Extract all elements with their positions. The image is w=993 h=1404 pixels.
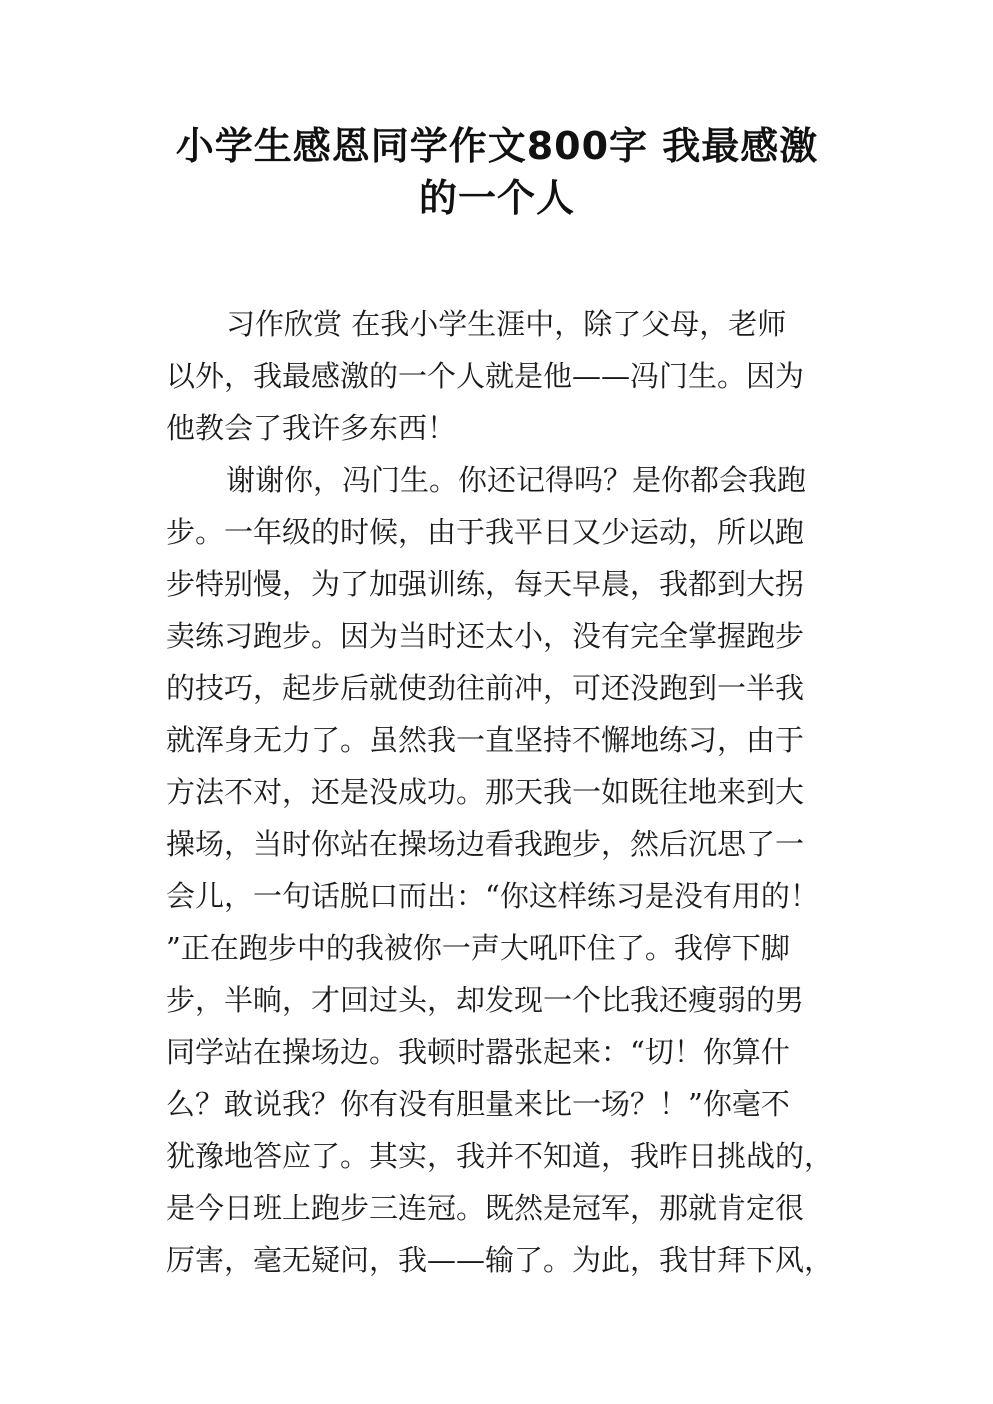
essay-line: 步。一年级的时候，由于我平日又少运动，所以跑 bbox=[166, 515, 805, 549]
essay-line: 是今日班上跑步三连冠。既然是冠军，那就肯定很 bbox=[166, 1191, 805, 1225]
essay-line: 会儿，一句话脱口而出：“你这样练习是没有用的！ bbox=[166, 879, 819, 913]
essay-line: 犹豫地答应了。其实，我并不知道，我昨日挑战的， bbox=[166, 1139, 834, 1173]
essay-line: 同学站在操场边。我顿时嚣张起来：“切！你算什 bbox=[166, 1035, 790, 1069]
essay-line: ”正在跑步中的我被你一声大吼吓住了。我停下脚 bbox=[166, 931, 790, 965]
essay-line: 操场，当时你站在操场边看我跑步，然后沉思了一 bbox=[166, 827, 805, 861]
essay-line: 方法不对，还是没成功。那天我一如既往地来到大 bbox=[166, 775, 805, 809]
essay-line: 就浑身无力了。虽然我一直坚持不懈地练习，由于 bbox=[166, 723, 805, 757]
essay-line: 步特别慢，为了加强训练，每天早晨，我都到大拐 bbox=[166, 567, 805, 601]
essay-line: 他教会了我许多东西！ bbox=[166, 411, 457, 445]
essay-line: 谢谢你，冯门生。你还记得吗？是你都会我跑 bbox=[226, 463, 807, 497]
essay-line: 厉害，毫无疑问，我——输了。为此，我甘拜下风， bbox=[166, 1243, 834, 1277]
essay-line: 步，半晌，才回过头，却发现一个比我还瘦弱的男 bbox=[166, 983, 805, 1017]
essay-line: 以外，我最感激的一个人就是他——冯门生。因为 bbox=[166, 359, 805, 393]
essay-line: 卖练习跑步。因为当时还太小，没有完全掌握跑步 bbox=[166, 619, 805, 653]
essay-body bbox=[166, 298, 842, 1286]
essay-line: 的技巧，起步后就使劲往前冲，可还没跑到一半我 bbox=[166, 671, 805, 705]
essay-line: 习作欣赏 在我小学生涯中，除了父母，老师 bbox=[226, 307, 787, 341]
title-line: 小学生感恩同学作文800字 我最感激 bbox=[175, 124, 819, 168]
title-line: 的一个人 bbox=[418, 176, 575, 220]
document-title bbox=[166, 120, 828, 224]
essay-line: 么？敢说我？你有没有胆量来比一场？！”你毫不 bbox=[166, 1087, 790, 1121]
